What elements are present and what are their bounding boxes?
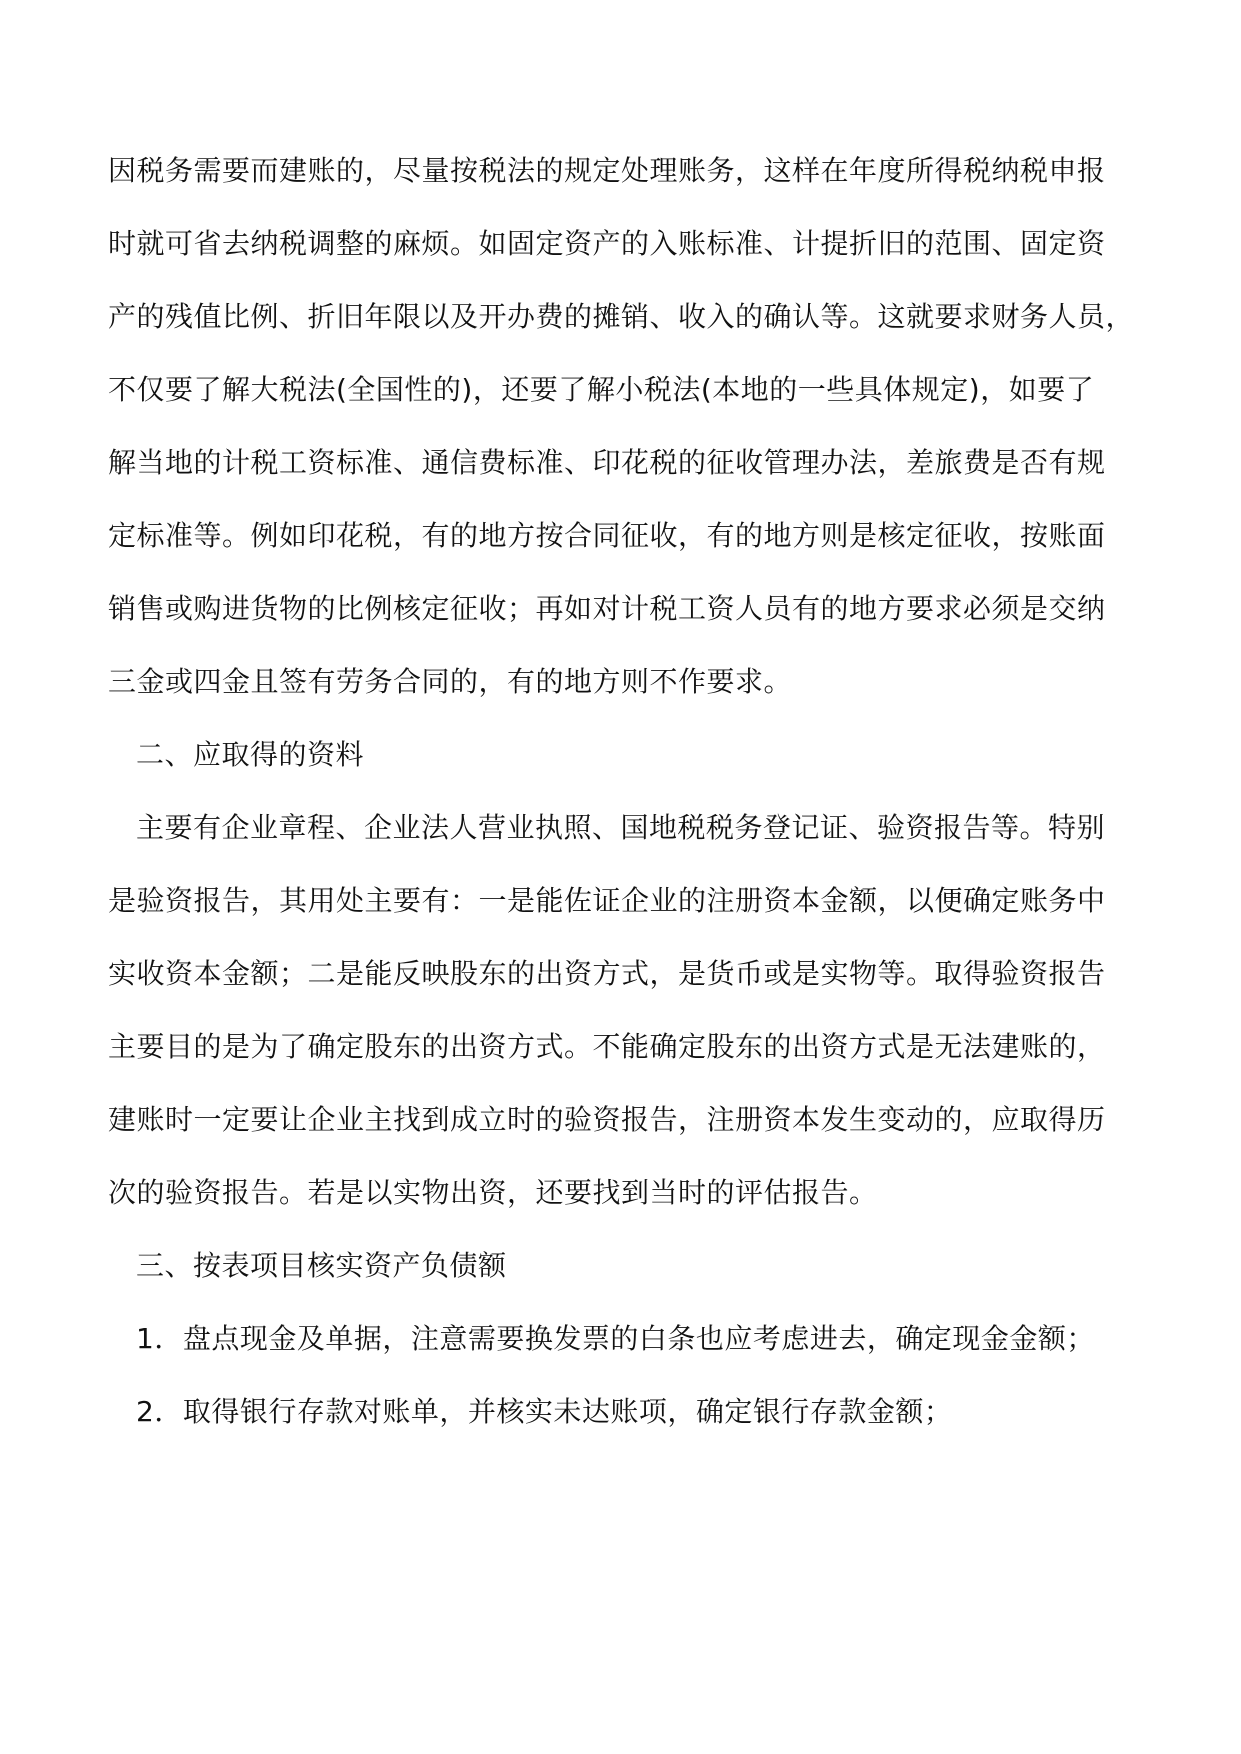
paragraph-1-line-1: 因税务需要而建账的，尽量按税法的规定处理账务，这样在年度所得税纳税申报	[108, 154, 1106, 187]
paragraph-1-line-7: 销售或购进货物的比例核定征收；再如对计税工资人员有的地方要求必须是交纳	[108, 592, 1106, 625]
list-item-2: 2．取得银行存款对账单，并核实未达账项，确定银行存款金额；	[136, 1395, 953, 1428]
paragraph-1-line-2: 时就可省去纳税调整的麻烦。如固定资产的入账标准、计提折旧的范围、固定资	[108, 227, 1106, 260]
section-heading-3: 三、按表项目核实资产负债额	[136, 1249, 507, 1282]
paragraph-1-line-5: 解当地的计税工资标准、通信费标准、印花税的征收管理办法，差旅费是否有规	[108, 446, 1106, 479]
paragraph-2-line-1: 主要有企业章程、企业法人营业执照、国地税税务登记证、验资报告等。特别	[136, 811, 1106, 844]
paragraph-1-line-6: 定标准等。例如印花税，有的地方按合同征收，有的地方则是核定征收，按账面	[108, 519, 1106, 552]
paragraph-2-line-4: 主要目的是为了确定股东的出资方式。不能确定股东的出资方式是无法建账的，	[108, 1030, 1106, 1063]
paragraph-2-line-5: 建账时一定要让企业主找到成立时的验资报告，注册资本发生变动的，应取得历	[108, 1103, 1106, 1136]
list-item-1: 1．盘点现金及单据，注意需要换发票的白条也应考虑进去，确定现金金额；	[136, 1322, 1095, 1355]
paragraph-2-line-3: 实收资本金额；二是能反映股东的出资方式，是货币或是实物等。取得验资报告	[108, 957, 1106, 990]
section-heading-2: 二、应取得的资料	[136, 738, 365, 771]
paragraph-1-line-4: 不仅要了解大税法(全国性的)，还要了解小税法(本地的一些具体规定)，如要了	[108, 373, 1095, 406]
paragraph-2-line-6: 次的验资报告。若是以实物出资，还要找到当时的评估报告。	[108, 1176, 878, 1209]
paragraph-1-line-3: 产的残值比例、折旧年限以及开办费的摊销、收入的确认等。这就要求财务人员，	[108, 300, 1135, 333]
paragraph-2-line-2: 是验资报告，其用处主要有：一是能佐证企业的注册资本金额，以便确定账务中	[108, 884, 1106, 917]
paragraph-1-line-8: 三金或四金且签有劳务合同的，有的地方则不作要求。	[108, 665, 793, 698]
